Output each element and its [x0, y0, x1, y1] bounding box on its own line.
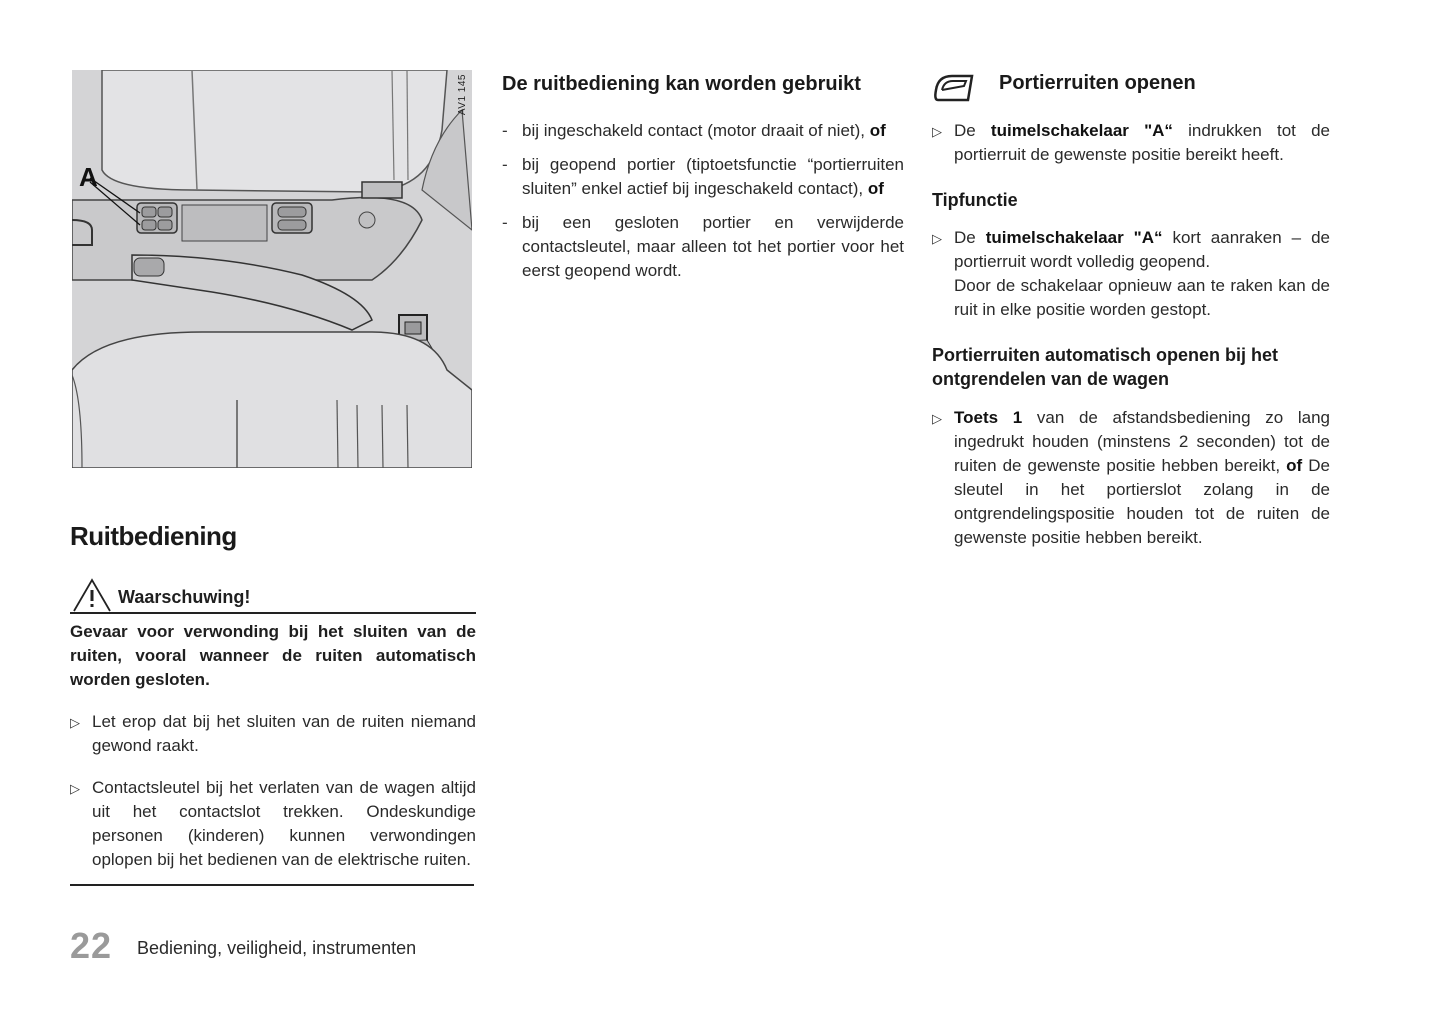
figure-label-a: A — [79, 162, 98, 192]
list-item: ▷ Toets 1 van de afstandsbediening zo lang ingedrukt houden (minstens 2 seconden) tot de ruiten de gewenste positie hebben bereikt, of De sleutel in het portierslot zolang in de ontgrendelingspositie houden tot de ruiten de gewenste positie hebben bereikt. — [932, 408, 1331, 547]
tip-list — [932, 226, 1330, 340]
page-number: 22 — [70, 925, 113, 966]
dash-bullet: - — [502, 121, 508, 140]
tip-heading: Tipfunctie — [932, 190, 1018, 210]
warning-heading-text: Waarschuwing! — [118, 587, 251, 607]
list-item: ▷ Contactsleutel bij het verlaten van de wagen altijd uit het contactslot trekken. Ondeskundige personen (kinderen) kunnen verwondingen oplopen bij het bedienen van de elektrische ruiten. — [70, 778, 476, 869]
car-window-icon — [932, 72, 976, 104]
chapter-title: Bediening, veiligheid, instrumenten — [137, 938, 417, 958]
dash-bullet: - — [502, 155, 508, 174]
list-item: ▷ Let erop dat bij het sluiten van de ruiten niemand gewond raakt. — [70, 712, 476, 755]
list-item: ▷ De tuimelschakelaar "A“ kort aanraken – de portierruit wordt volledig geopend. Door de schakelaar opnieuw aan te raken kan de ruit in elke positie worden gestopt. — [932, 228, 1330, 319]
warning-triangle-icon — [72, 578, 112, 612]
warning-text: Gevaar voor verwonding bij het sluiten van de ruiten, vooral wanneer de ruiten automatisch worden gesloten. — [70, 622, 476, 689]
triangle-bullet-icon: ▷ — [70, 781, 80, 796]
triangle-bullet-icon: ▷ — [932, 411, 942, 426]
figure-code: AV1 145 — [457, 74, 468, 116]
right-heading: Portierruiten openen — [999, 72, 1196, 94]
auto-heading: Portierruiten automatisch openen bij het ontgrendelen van de wagen — [932, 345, 1279, 389]
dash-bullet: - — [502, 213, 508, 232]
open-list — [932, 119, 1330, 185]
warning-bullets — [70, 710, 476, 890]
usage-list — [502, 119, 904, 293]
section-title: Ruitbediening — [70, 521, 237, 551]
triangle-bullet-icon: ▷ — [932, 231, 942, 246]
auto-list — [932, 406, 1330, 568]
warning-bottom-rule — [70, 884, 474, 886]
console-illustration — [72, 70, 472, 468]
list-item: - bij een gesloten portier en verwijderde contactsleutel, maar alleen tot het portier voor het eerst geopend wordt. — [502, 213, 904, 280]
warning-heading — [70, 578, 476, 614]
list-item: - bij geopend portier (tiptoetsfunctie “portierruiten sluiten” enkel actief bij ingeschakeld contact), of — [502, 155, 904, 198]
list-item: - bij ingeschakeld contact (motor draait of niet), of — [502, 119, 904, 143]
middle-heading: De ruitbediening kan worden gebruikt — [502, 73, 861, 95]
triangle-bullet-icon: ▷ — [70, 715, 80, 730]
console-drawing — [72, 70, 472, 468]
triangle-bullet-icon: ▷ — [932, 124, 942, 139]
list-item: ▷ De tuimelschakelaar "A“ indrukken tot de portierruit de gewenste positie bereikt heeft. — [932, 121, 1330, 164]
